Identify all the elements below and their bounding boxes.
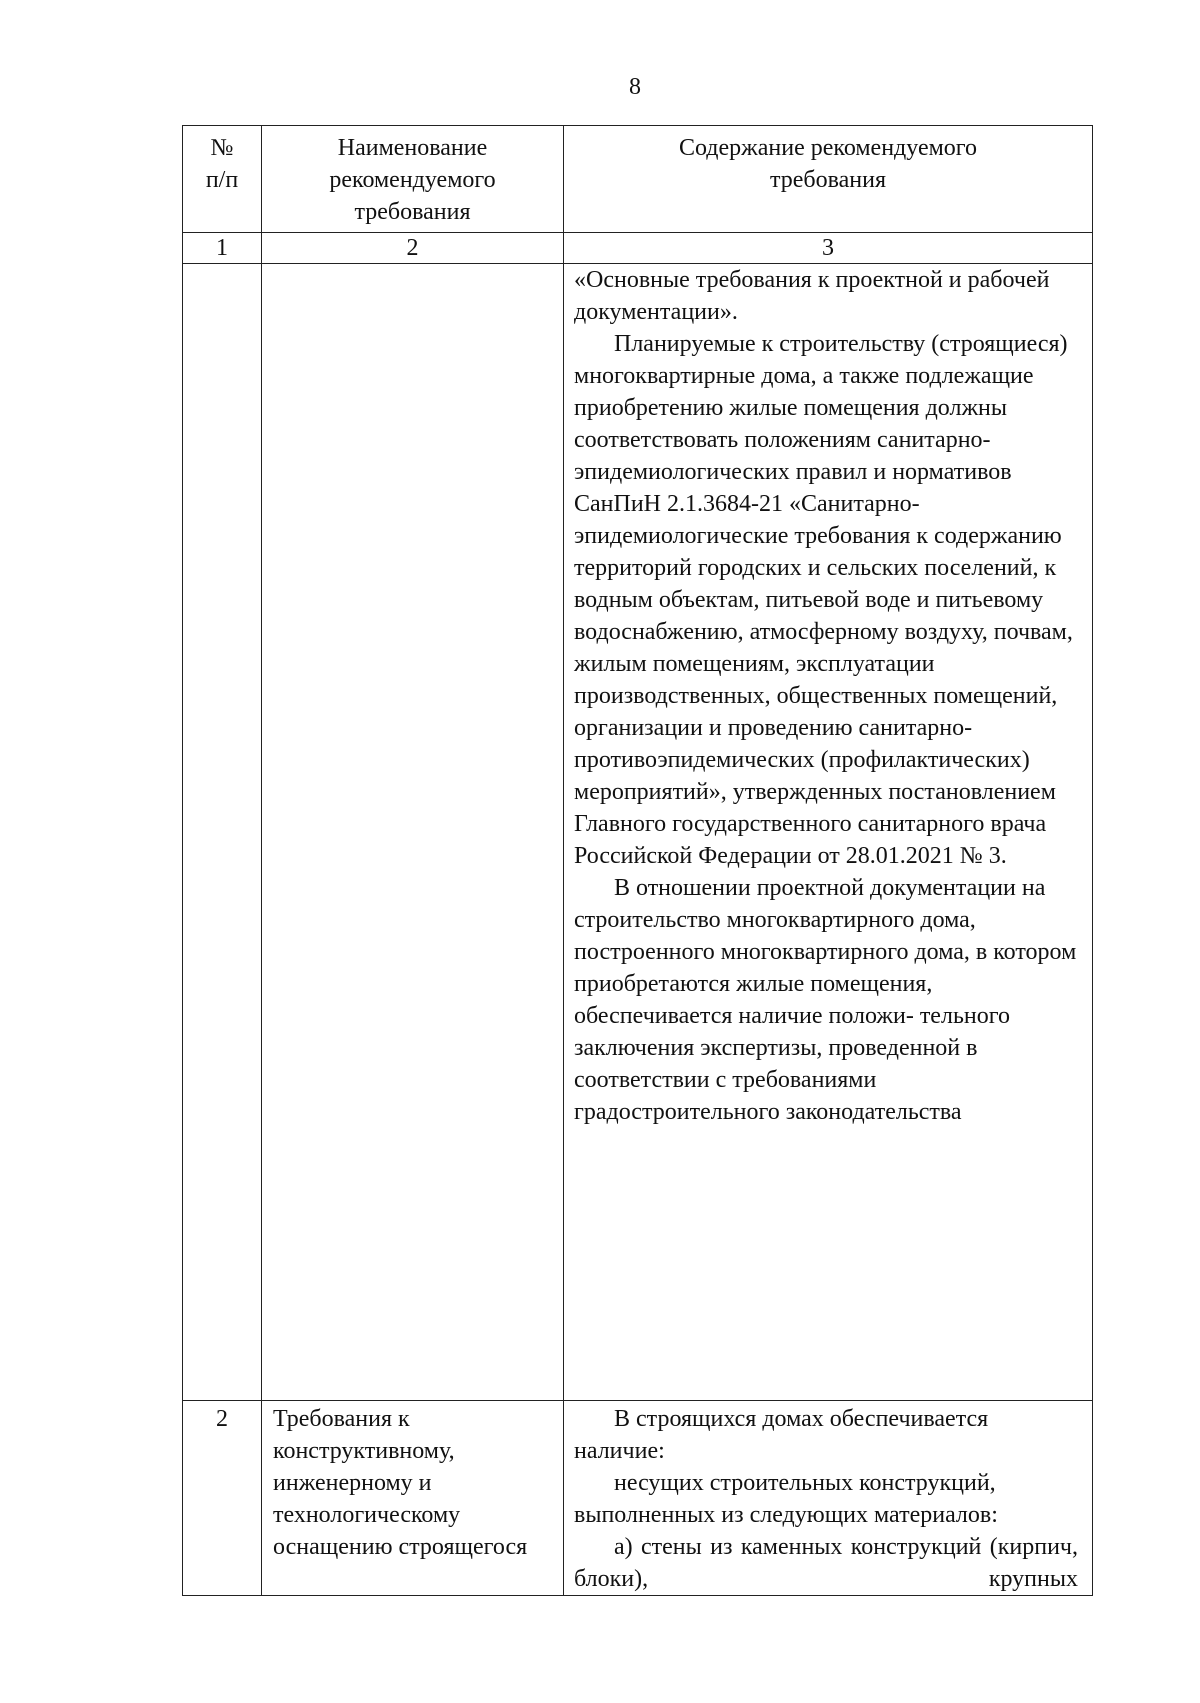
content-paragraph: В отношении проектной документации на строительство многоквартирного дома, построенного многоквартирного дома, в котором приобретаются жилые помещения, обеспечивается наличие положи- тельного заключения экспертизы, проведенной в соответствии с требованиями градостроительного законодательства	[574, 875, 1077, 1125]
content-paragraph: «Основные требования к проектной и рабочей документации».	[574, 267, 1050, 325]
column-index-row	[183, 233, 1093, 264]
row-number	[183, 264, 262, 1401]
page-number: 8	[629, 74, 641, 100]
column-index-3: 3	[564, 233, 1093, 264]
column-index-1: 1	[183, 233, 262, 264]
content-paragraph: Планируемые к строительству (строящиеся) многоквартирные дома, а также подлежащие приобретению жилые помещения должны соответствовать положениям санитарно-эпидемиологических правил и нормативов СанПиН 2.1.3684-21 «Санитарно-эпидемиологические требования к содержанию территорий городских и сельских поселений, к водным объектам, питьевой воде и питьевому водоснабжению, атмосферному воздуху, почвам, жилым помещениям, эксплуатации производственных, общественных помещений, организации и проведению санитарно-противоэпидемических (профилактических) мероприятий», утвержденных постановлением Главного государственного санитарного врача Российской Федерации от 28.01.2021 № 3.	[574, 331, 1073, 869]
row-content	[564, 264, 1093, 1401]
header-number: № п/п	[183, 126, 262, 233]
table-row	[183, 264, 1093, 1401]
content-paragraph: В строящихся домах обеспечивается наличие:	[574, 1406, 989, 1464]
row-number: 2	[183, 1401, 262, 1596]
row-name: Требования к конструктивному, инженерному и технологическому оснащению строящегося	[262, 1401, 564, 1596]
header-name: Наименование рекомендуемого требования	[262, 126, 564, 233]
content-paragraph: несущих строительных конструкций, выполненных из следующих материалов:	[574, 1470, 998, 1528]
table-header-row	[183, 126, 1093, 233]
content-paragraph: а) стены из каменных конструкций (кирпич, блоки), крупных	[574, 1534, 1078, 1592]
header-content: Содержание рекомендуемого требования	[564, 126, 1093, 233]
row-content	[564, 1401, 1093, 1596]
row-name	[262, 264, 564, 1401]
table-row	[183, 1401, 1093, 1596]
column-index-2: 2	[262, 233, 564, 264]
requirements-table	[182, 125, 1093, 1596]
